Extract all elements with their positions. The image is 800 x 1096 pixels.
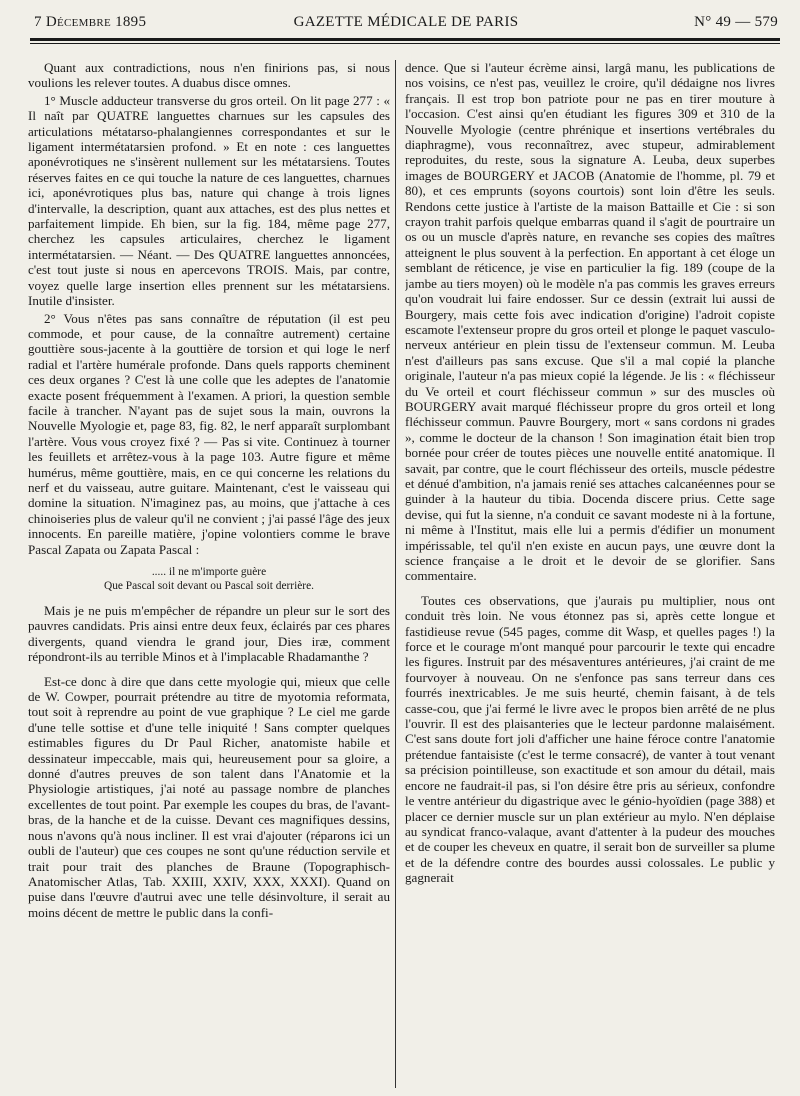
paragraph: Mais je ne puis m'empêcher de répandre un pleur sur le sort des pauvres candidats. Pris ainsi entre deux feux, éclairés par ces phares divergents, quand viendra le grand jour, Dies iræ, comment répondront-ils au terrible Minos et à l'implacable Rhadamanthe ? (28, 603, 390, 665)
paragraph: Toutes ces observations, que j'aurais pu multiplier, nous ont conduit très loin. Ne vous étonnez pas si, après cette longue et fastidieuse revue (545 pages, comme dit Wasp, et quelles pages !) la force et le courage m'ont manqué pour parcourir le texte qui encadre les figures. Instruit par des mésaventures antérieures, j'ai craint de me fourvoyer à nouveau. On ne s'enfonce pas sans terreur dans ces fourrés inextricables. Je me suis heurté, chemin faisant, à de tels casse-cou, que j'ai fermé le livre avec le propos bien arrêté de ne plus l'ouvrir. Il est des plaisanteries que le lecteur pardonne malaisément. C'est sans doute fort joli d'afficher une haine féroce contre l'anatomie prétendue fantaisiste (c'est le terme consacré), de vanter à tout venant sa précision pointilleuse, son exactitude et son amour du détail, mais encore ne faudrait-il pas, si l'on désire être pris au sérieux, confondre le ventre antérieur du digastrique avec le génio-hyoïdien (page 388) et placer ce dernier muscle sur un plan extérieur au mylo. N'en déplaise au syndicat franco-valaque, avant d'attenter à la pudeur des mouches et de couper les cheveux en quatre, il serait bon de surveiller sa plume et de la défendre contre des bourdes aussi colossales. Le public y gagnerait (405, 592, 775, 886)
issue-page-number: N° 49 — 579 (694, 14, 778, 30)
paragraph: dence. Que si l'auteur écrème ainsi, largâ manu, les publications de nos voisins, ce n'est pas, veuillez le croire, qu'il dédaigne nos livres français. Il est trop bon patriote pour ne pas en tirer mouture à l'occasion. C'est ainsi qu'en étudiant les figures 309 et 310 de la Nouvelle Myologie (centre phrénique et insertions vertébrales du diaphragme), vous reconnaîtrez, avec stupeur, admirablement reproduites, du reste, sous la signature A. Leuba, deux superbes images de BOURGERY et JACOB (Anatomie de l'homme, pl. 79 et 80), et ces emprunts (soyons courtois) sont loin d'être les seuls. Rendons cette justice à l'artiste de la maison Battaille et Cie : si son crayon trahit parfois quelque embarras quand il s'agit de pourtraire un os ou un muscle d'après nature, en revanche ses copies des maîtres atteignent le plus souvent à la perfection. En apportant à cet éloge un semblant de réticence, je vise en particulier la fig. 189 (coupe de la jambe au tiers moyen) où le modèle n'a pas commis les graves erreurs qu'on voudrait lui faire endosser. Sur ce dessin (extrait lui aussi de Bourgery, mais cette fois avec indication d'origine) l'adroit copiste escamote l'extenseur propre du gros orteil et plonge le paquet vasculo-nerveux antérieur en plein tissu de l'extenseur commun. M. Leuba n'est d'ailleurs pas sans excuse. Que s'il a mal copié la planche originale, l'auteur n'a pas mieux copié la légende. Je lis : « fléchisseur du Ve orteil et court fléchisseur commun » sur des muscles où BOURGERY avait marqué fléchisseur propre du gros orteil et long fléchisseur commun. Pauvre Bourgery, mort « sans cordons ni grades », comme le docteur de la chanson ! Son imagination était bien trop bornée pour créer de toutes pièces une nouvelle entité anatomique. Il savait, par contre, que le court fléchisseur des orteils, muscle pédestre et dénué d'ambition, n'a jamais renié ses attaches calcanéennes pour se guinder à la hauteur du tibia. Docenda discere prius. Cette sage devise, qui fut la sienne, n'a conduit ce savant modeste ni à la fortune, ni même à l'Institut, mais elle lui a permis d'édifier un monument impérissable, tel qu'il n'en existe en aucun pays, une œuvre dont la science française a le droit et le devoir de se glorifier. Sans commentaire. (405, 60, 775, 584)
verse-line: ..... il ne m'importe guère (151, 566, 267, 578)
header-rule-thick (30, 38, 780, 41)
issue-date: 7 Décembre 1895 (34, 14, 147, 30)
page-header (34, 14, 778, 40)
verse-quote (28, 565, 390, 593)
paragraph: Quant aux contradictions, nous n'en finirions pas, si nous voulions les relever toutes. A duabus disce omnes. (28, 60, 390, 91)
header-rule-thin (30, 43, 780, 44)
paragraph: 2° Vous n'êtes pas sans connaître de réputation (il est peu commode, et pour cause, de la connaître autrement) certaine gouttière sous-jacente à la gouttière de torsion et qui loge le nerf radial et l'artère humérale profonde. Dans quels rapports cheminent ces deux organes ? C'est là une colle que les adeptes de l'anatomie exacte posent fréquemment à l'examen. A priori, la question semble facile à trancher. N'ayant pas de sujet sous la main, ouvrons la Nouvelle Myologie et, page 83, fig. 82, le nerf apparaît surplombant l'artère. Vous vous croyez fixé ? — Pas si vite. Continuez à tourner les feuillets et arrêtez-vous à la page 103. Autre figure et même humérus, même gouttière, mais, en ce qui concerne les relations du nerf et du vaisseau, autre guitare. Maintenant, c'est le vaisseau qui domine la situation. N'imaginez pas, au moins, que j'attache à ces chinoiseries plus de valeur qu'il ne convient ; j'ai passé l'âge des jeux innocents. En pareille matière, j'opine volontiers comme le brave Pascal Zapata ou Zapata Pascal : (28, 310, 390, 557)
paragraph: Est-ce donc à dire que dans cette myologie qui, mieux que celle de W. Cowper, pourrait prétendre au titre de myotomia reformata, tout soit à reprendre au point de vue graphique ? Le ciel me garde d'une telle sottise et d'une telle iniquité ! Sans compter quelques estimables figures du Dr Paul Richer, anatomiste habile et dessinateur impeccable, mais qui, heureusement pour sa gloire, a donné d'autres preuves de son talent dans l'Anatomie et la Physiologie artistiques, j'ai noté au passage nombre de planches excellentes de tout point. Par exemple les coupes du bras, de l'avant-bras, de la hanche et de la cuisse. Devant ces magnifiques dessins, nous n'avons qu'à nous incliner. Il est vrai d'ajouter (réparons ici un oubli de l'auteur) que ces coupes ne sont qu'une réduction servile et trait pour trait des planches de Braune (Topographisch-Anatomischer Atlas, Tab. XXIII, XXIV, XXX, XXXI). Quand on puise dans l'œuvre d'autrui avec une telle désinvolture, il serait au moins décent de mettre le public dans la confi- (28, 673, 390, 920)
left-column (28, 60, 390, 1088)
verse-line: Que Pascal soit devant ou Pascal soit derrière. (103, 580, 315, 592)
paragraph: 1° Muscle adducteur transverse du gros orteil. On lit page 277 : « Il naît par QUATRE languettes charnues sur les capsules des articulations métatarso-phalangiennes correspondantes et sur le ligament intermétatarsien profond. » Et en note : ces languettes aponévrotiques ne s'insèrent nullement sur les métatarsiens. Toutes réserves faites en ce qui touche la nature de ces languettes, charnues ici, aponévrotiques plus bas, nature qui change à trois lignes d'intervalle, la description, quant aux attaches, est des plus nettes et parfaitement limpide. Eh bien, sur la fig. 184, même page 277, cherchez les capsules articulaires, cherchez le ligament intermétatarsien. — Néant. — Des QUATRE languettes annoncées, c'est tout juste si nous en apercevons TROIS. Mais, par contre, voyez quelle large insertion elles prennent sur les métatarsiens. Inutile d'insister. (28, 92, 390, 309)
journal-title: GAZETTE MÉDICALE DE PARIS (293, 14, 519, 30)
right-column (405, 60, 775, 1088)
column-divider (395, 60, 396, 1088)
